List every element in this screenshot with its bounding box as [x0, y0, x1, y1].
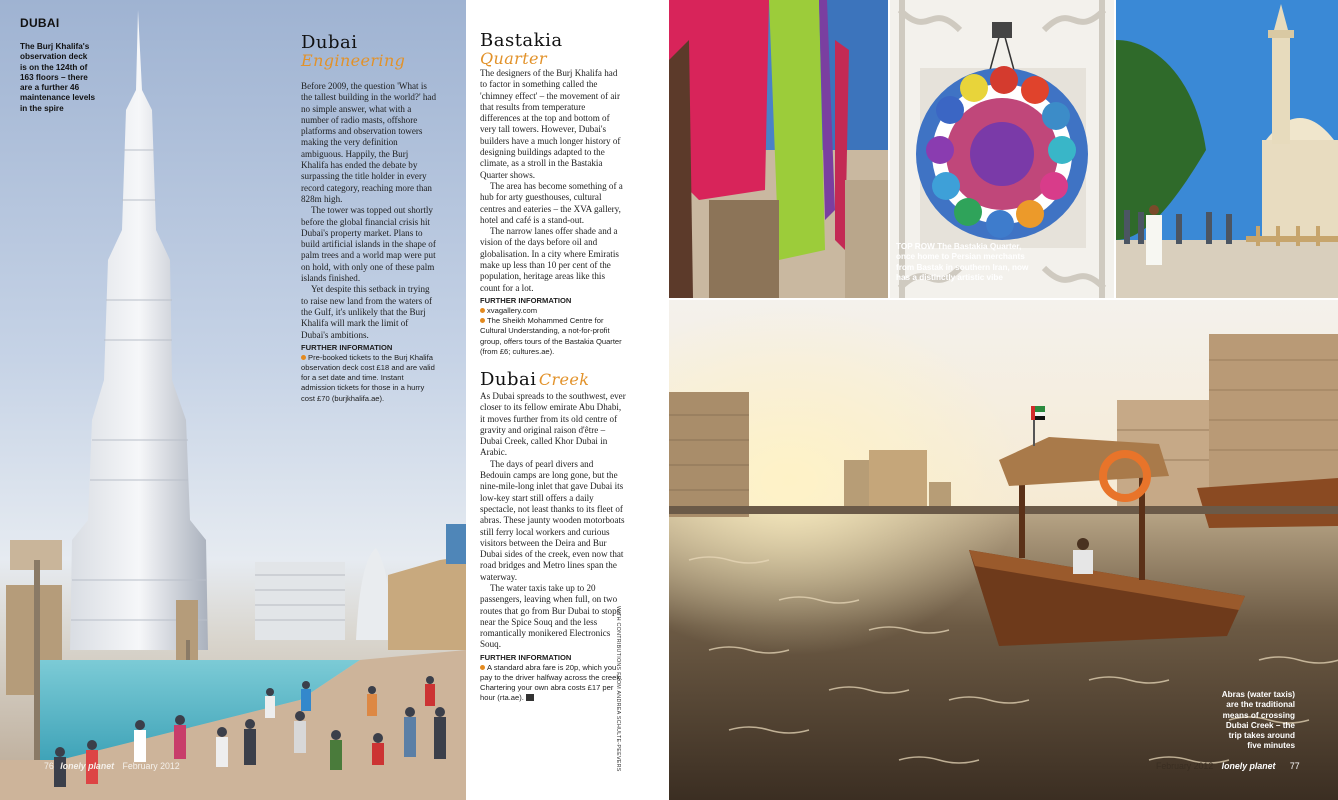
article-paragraph: As Dubai spreads to the southwest, ever closer to its fellow emirate Abu Dhabi, it moves further from its old centre of gravity and original raison d'être – Dubai Creek, called Khor Dubai in Arabic.: [480, 390, 626, 458]
end-mark-icon: [526, 694, 534, 701]
bullet-icon: [480, 308, 485, 313]
article-bastakia-title: Bastakia: [480, 30, 563, 51]
article-engineering-subtitle: Engineering: [301, 51, 406, 70]
further-info-link[interactable]: xvagallery.com: [480, 306, 626, 316]
bullet-icon: [301, 355, 306, 360]
article-paragraph: The water taxis take up to 20 passengers, leaving when full, on two routes that go from Bur Dubai to stops near the Spice Souq and the less romantically monikered Electronics Souq.: [480, 583, 621, 650]
section-label: DUBAI: [20, 16, 60, 30]
further-info-heading: FURTHER INFORMATION: [301, 342, 393, 352]
bullet-icon: [480, 318, 485, 323]
article-creek-subtitle: Creek: [538, 369, 590, 389]
page-number-left: 76: [44, 761, 54, 771]
article-paragraph: Before 2009, the question 'What is the tallest building in the world?' had no simple answer, what with a number of radio masts, offshore platforms and observation towers making the very definition ambiguous. Happily, the Burj Khalifa has ended the debate by surpassing the title holder in every record category, reaching more than 828m high.: [301, 81, 436, 204]
article-paragraph: Yet despite this setback in trying to raise new land from the waters of the Gulf, it's unlikely that the Burj Khalifa will mark the limit of Dubai's ambitions.: [301, 284, 433, 340]
page-number-right: 77: [1289, 761, 1300, 771]
issue-date-right: February 2012: [1156, 761, 1214, 771]
bullet-icon: [480, 665, 485, 670]
photo-credit: WITH CONTRIBUTIONS FROM ANDREA SCHULTE-PEEVERS: [615, 606, 621, 772]
article-engineering: [301, 34, 437, 404]
bastakia-caption: TOP ROW The Bastakia Quarter, once home to Persian merchants from Bastak in southern Iran, now has a distinctly artistic vibe: [896, 242, 1029, 282]
article-bastakia-subtitle: Quarter: [480, 49, 547, 68]
article-paragraph: The tower was topped out shortly before the global financial crisis hit Dubai's property market. Plans to build artificial islands in the shape of palm trees and a world map were put on hold, with only one of these palm islands finished.: [301, 205, 436, 284]
right-folio: [1156, 761, 1300, 771]
article-paragraph: The days of pearl divers and Bedouin camps are long gone, but the nine-mile-long inlet that gave Dubai its low-key start still offers a daily spectacle, not least thanks to its fleet of abras. These jaunty wooden motorboats still ferry local workers and curious visitors between the Deira and Bur Dubai sides of the creek, even now that road bridges and Metro lines span the waterway.: [480, 458, 625, 582]
mosque-photo: [1116, 0, 1338, 298]
left-folio: [44, 761, 180, 771]
abra-caption: Abras (water taxis) are the traditional means of crossing Dubai Creek – the trip takes around five minutes: [1221, 690, 1295, 751]
article-paragraph: The area has become something of a hub for arty guesthouses, cultural centres and eateries – the XVA gallery, hotel and café is a stand-out.: [480, 180, 623, 225]
further-info-heading: FURTHER INFORMATION: [480, 652, 572, 662]
further-info: Pre-booked tickets to the Burj Khalifa observation deck cost £18 and are valid for a set date and time. Instant admission tickets for those in a hurry cost £70 (burjkhalifa.ae).: [301, 352, 435, 403]
burj-caption: The Burj Khalifa's observation deck is on the 124th of 163 floors – there are a further 46 maintenance levels in the spire: [20, 42, 96, 113]
brand-logo-right: lonely planet: [1221, 761, 1276, 771]
issue-date-left: February 2012: [122, 761, 180, 771]
article-bastakia: [480, 32, 626, 704]
fabrics-photo: [669, 0, 888, 298]
article-creek-title: Dubai: [480, 368, 537, 390]
article-engineering-title: Dubai: [301, 32, 358, 53]
brand-logo-left: lonely planet: [60, 761, 115, 771]
article-paragraph: The designers of the Burj Khalifa had to factor in something called the 'chimney effect' – the movement of air that results from temperature differences at the top and bottom of very tall towers. However, Dubai's builders have a much longer history of designing buildings adapted to the climate, as a stroll in the Bastakia Quarter shows.: [480, 68, 621, 180]
further-info: A standard abra fare is 20p, which you pay to the driver halfway across the creek. Chartering your own abra costs £17 per hour (rta.ae).: [480, 662, 623, 703]
article-bastakia-heading: [480, 32, 626, 68]
further-info: The Sheikh Mohammed Centre for Cultural Understanding, a not-for-profit group, offers tours of the Bastakia Quarter (from £6; cultures.ae).: [480, 316, 622, 356]
article-creek-heading: [480, 368, 626, 390]
article-paragraph: The narrow lanes offer shade and a vision of the days before oil and globalisation. In a city where Emiratis make up less than 10 per cent of the population, heritage areas like this count for a lot.: [480, 226, 619, 293]
further-info-heading: FURTHER INFORMATION: [480, 295, 572, 305]
